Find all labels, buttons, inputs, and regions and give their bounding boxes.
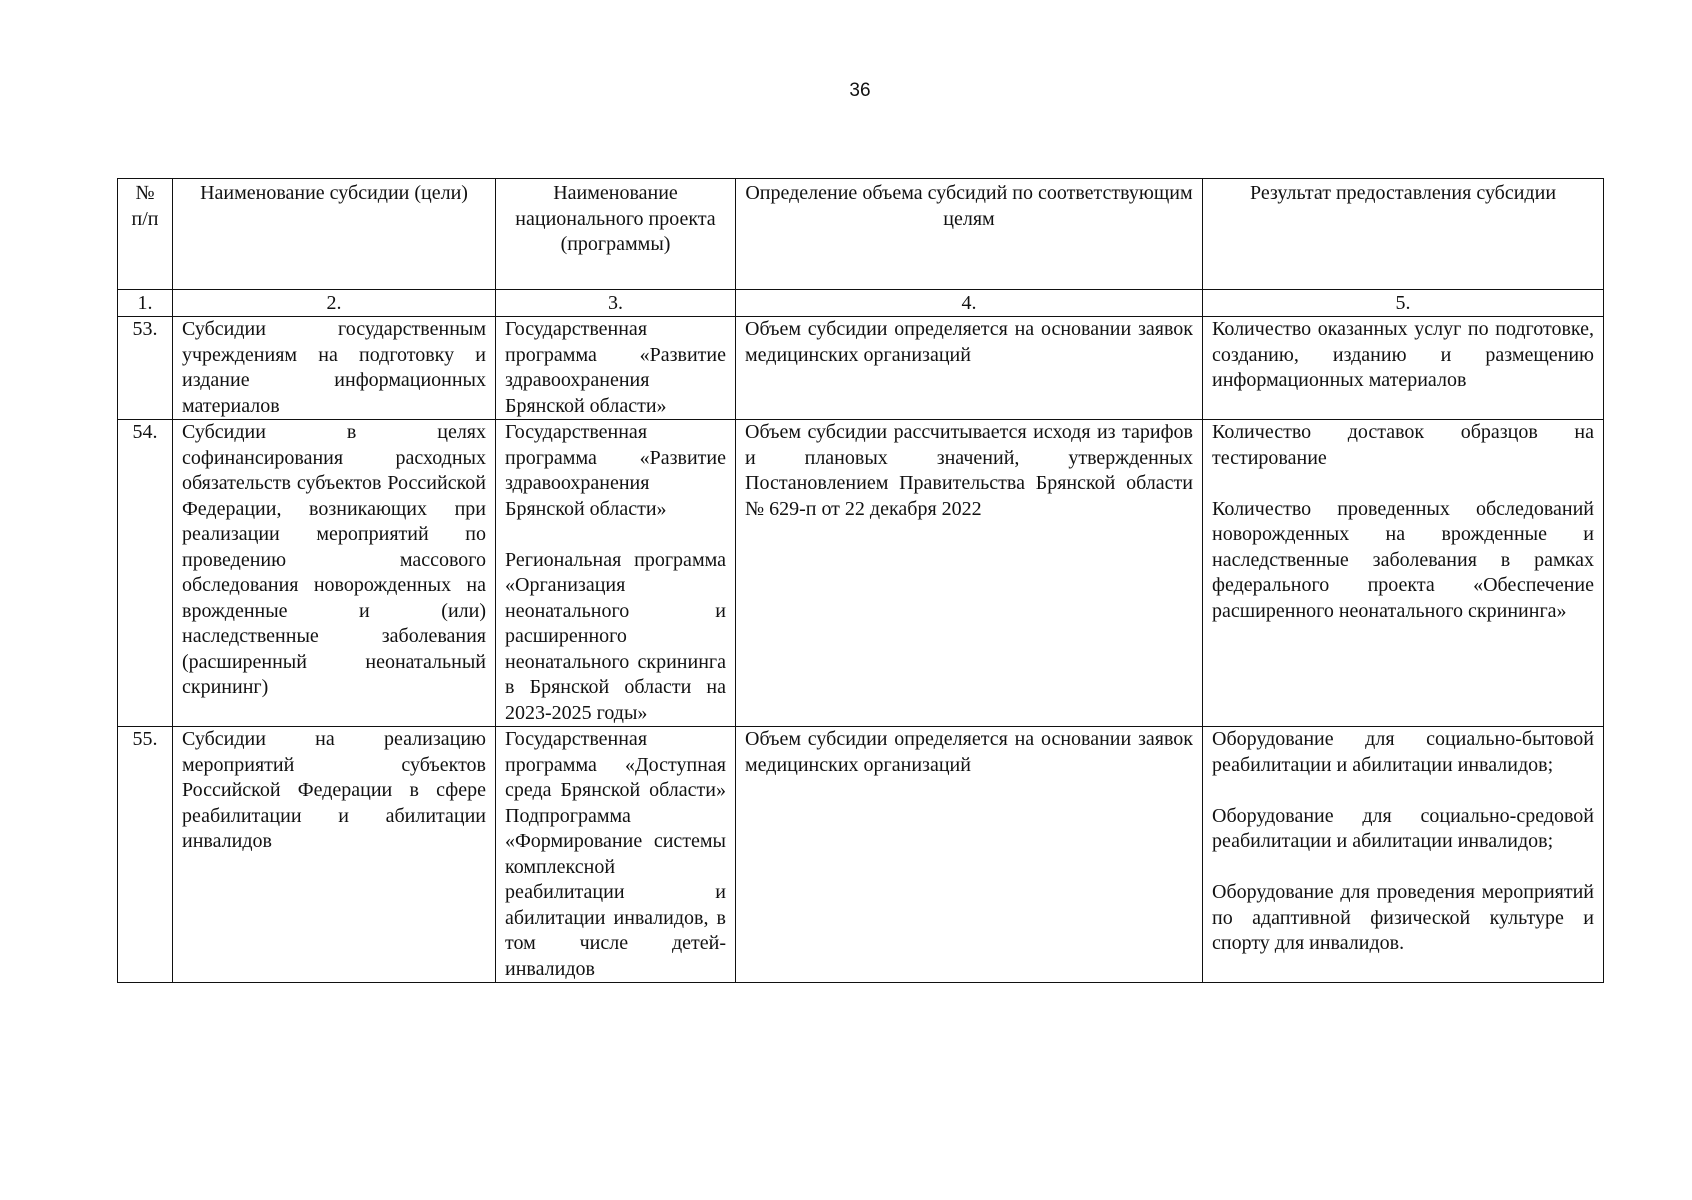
table-row (118, 727, 1604, 983)
paragraph-gap (1212, 778, 1594, 804)
project-paragraph: Государственная программа «Развитие здравоохранения Брянской области» (505, 318, 726, 417)
column-number-3: 3. (496, 290, 736, 317)
row-number: 54. (118, 420, 173, 727)
header-subsidy-name: Наименование субсидии (цели) (173, 179, 496, 290)
result-paragraph: Количество доставок образцов на тестирование (1212, 421, 1594, 469)
result-paragraph: Оборудование для проведения мероприятий по адаптивной физической культуре и спорту для инвалидов. (1212, 881, 1594, 954)
result-paragraph: Оборудование для социально-средовой реабилитации и абилитации инвалидов; (1212, 804, 1594, 852)
project-name (496, 317, 736, 420)
project-paragraph: Региональная программа «Организация неонатального и расширенного неонатального скрининга в Брянской области на 2023-2025 годы» (505, 548, 726, 724)
subsidy-result (1203, 727, 1604, 983)
table-row (118, 317, 1604, 420)
column-number-2: 2. (173, 290, 496, 317)
subsidy-result (1203, 420, 1604, 727)
volume-definition: Объем субсидии определяется на основании заявок медицинских организаций (736, 317, 1203, 420)
header-project-name: Наименование национального проекта (программы) (496, 179, 736, 290)
row-number: 55. (118, 727, 173, 983)
header-volume: Определение объема субсидий по соответствующим целям (736, 179, 1203, 290)
page-number: 36 (849, 80, 871, 101)
header-result: Результат предоставления субсидии (1203, 179, 1604, 290)
column-number-1: 1. (118, 290, 173, 317)
project-name (496, 420, 736, 727)
project-paragraph: Государственная программа «Развитие здравоохранения Брянской области» (505, 421, 726, 520)
paragraph-gap (1212, 471, 1594, 497)
paragraph-gap (1212, 855, 1594, 881)
volume-definition: Объем субсидии рассчитывается исходя из тарифов и плановых значений, утвержденных Постановлением Правительства Брянской области № 629-п от 22 декабря 2022 (736, 420, 1203, 727)
result-paragraph: Количество проведенных обследований новорожденных на врожденные и наследственные заболевания в рамках федерального проекта «Обеспечение расширенного неонатального скрининга» (1212, 497, 1594, 622)
volume-definition: Объем субсидии определяется на основании заявок медицинских организаций (736, 727, 1203, 983)
project-name (496, 727, 736, 983)
subsidies-table (117, 178, 1604, 983)
header-row (118, 179, 1604, 290)
table-row (118, 420, 1604, 727)
column-number-row (118, 290, 1604, 317)
result-paragraph: Оборудование для социально-бытовой реабилитации и абилитации инвалидов; (1212, 728, 1594, 776)
column-number-4: 4. (736, 290, 1203, 317)
subsidy-name: Субсидии в целях софинансирования расходных обязательств субъектов Российской Федерации, возникающих при реализации мероприятий по проведению массового обследования новорожденных на врожденные и (или) наследственные заболевания (расширенный неонатальный скрининг) (173, 420, 496, 727)
subsidy-name: Субсидии на реализацию мероприятий субъектов Российской Федерации в сфере реабилитации и абилитации инвалидов (173, 727, 496, 983)
project-paragraph: Государственная программа «Доступная среда Брянской области» Подпрограмма «Формирование системы комплексной реабилитации и абилитации инвалидов, в том числе детей-инвалидов (505, 728, 726, 980)
result-paragraph: Количество оказанных услуг по подготовке, созданию, изданию и размещению информационных материалов (1212, 318, 1594, 391)
column-number-5: 5. (1203, 290, 1604, 317)
header-number: № п/п (118, 179, 173, 290)
subsidy-result (1203, 317, 1604, 420)
subsidy-name: Субсидии государственным учреждениям на подготовку и издание информационных материалов (173, 317, 496, 420)
paragraph-gap (505, 522, 726, 548)
row-number: 53. (118, 317, 173, 420)
